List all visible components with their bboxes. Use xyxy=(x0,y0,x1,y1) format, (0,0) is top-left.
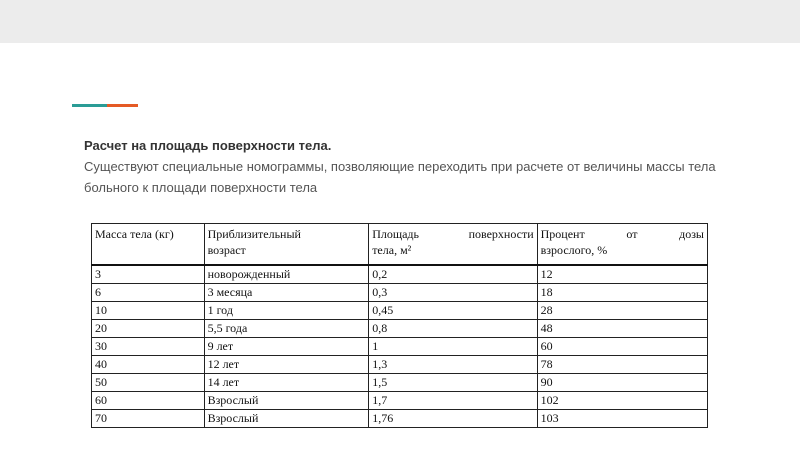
top-bar xyxy=(0,0,800,43)
cell-mass: 40 xyxy=(92,356,205,374)
slide-title: Расчет на площадь поверхности тела. xyxy=(84,138,332,153)
accent-line-orange xyxy=(107,104,138,107)
header-mass: Масса тела (кг) xyxy=(92,224,205,266)
header-percent-line2: взрослого, % xyxy=(540,243,608,257)
cell-age: 9 лет xyxy=(204,338,369,356)
cell-age: Взрослый xyxy=(204,392,369,410)
header-area xyxy=(369,224,537,266)
cell-percent: 60 xyxy=(537,338,707,356)
cell-percent: 12 xyxy=(537,265,707,284)
cell-area: 0,45 xyxy=(369,302,537,320)
cell-percent: 103 xyxy=(537,410,707,428)
cell-percent: 28 xyxy=(537,302,707,320)
cell-area: 1 xyxy=(369,338,537,356)
header-age xyxy=(204,224,369,266)
cell-area: 0,2 xyxy=(369,265,537,284)
cell-age: 3 месяца xyxy=(204,284,369,302)
cell-percent: 48 xyxy=(537,320,707,338)
cell-mass: 3 xyxy=(92,265,205,284)
cell-mass: 20 xyxy=(92,320,205,338)
header-age-line2: возраст xyxy=(207,243,246,257)
header-age-line1: Приблизительный xyxy=(207,227,301,241)
cell-area: 0,8 xyxy=(369,320,537,338)
table-row xyxy=(92,374,708,392)
table-row xyxy=(92,302,708,320)
accent-line-teal xyxy=(72,104,107,107)
cell-area: 1,76 xyxy=(369,410,537,428)
cell-age: новорожденный xyxy=(204,265,369,284)
cell-area: 1,7 xyxy=(369,392,537,410)
cell-mass: 60 xyxy=(92,392,205,410)
cell-area: 1,3 xyxy=(369,356,537,374)
header-percent xyxy=(537,224,707,266)
cell-percent: 102 xyxy=(537,392,707,410)
table-row xyxy=(92,356,708,374)
header-area-line1: Площадь поверхности xyxy=(372,227,534,241)
table-row xyxy=(92,265,708,284)
table-row xyxy=(92,338,708,356)
table-header-row xyxy=(92,224,708,266)
cell-percent: 78 xyxy=(537,356,707,374)
cell-age: 1 год xyxy=(204,302,369,320)
cell-age: Взрослый xyxy=(204,410,369,428)
table-row xyxy=(92,392,708,410)
cell-age: 5,5 года xyxy=(204,320,369,338)
table-row xyxy=(92,284,708,302)
header-percent-line1: Процент от дозы xyxy=(540,227,704,241)
cell-mass: 6 xyxy=(92,284,205,302)
cell-area: 0,3 xyxy=(369,284,537,302)
cell-mass: 70 xyxy=(92,410,205,428)
cell-percent: 90 xyxy=(537,374,707,392)
table-row xyxy=(92,410,708,428)
cell-age: 14 лет xyxy=(204,374,369,392)
cell-percent: 18 xyxy=(537,284,707,302)
dosage-table xyxy=(91,223,708,428)
cell-age: 12 лет xyxy=(204,356,369,374)
cell-area: 1,5 xyxy=(369,374,537,392)
slide-subtitle: Существуют специальные номограммы, позволяющие переходить при расчете от величины массы тела больного к площади поверхности тела xyxy=(84,159,716,195)
cell-mass: 30 xyxy=(92,338,205,356)
header-area-line2: тела, м² xyxy=(372,243,412,257)
table-row xyxy=(92,320,708,338)
cell-mass: 10 xyxy=(92,302,205,320)
cell-mass: 50 xyxy=(92,374,205,392)
